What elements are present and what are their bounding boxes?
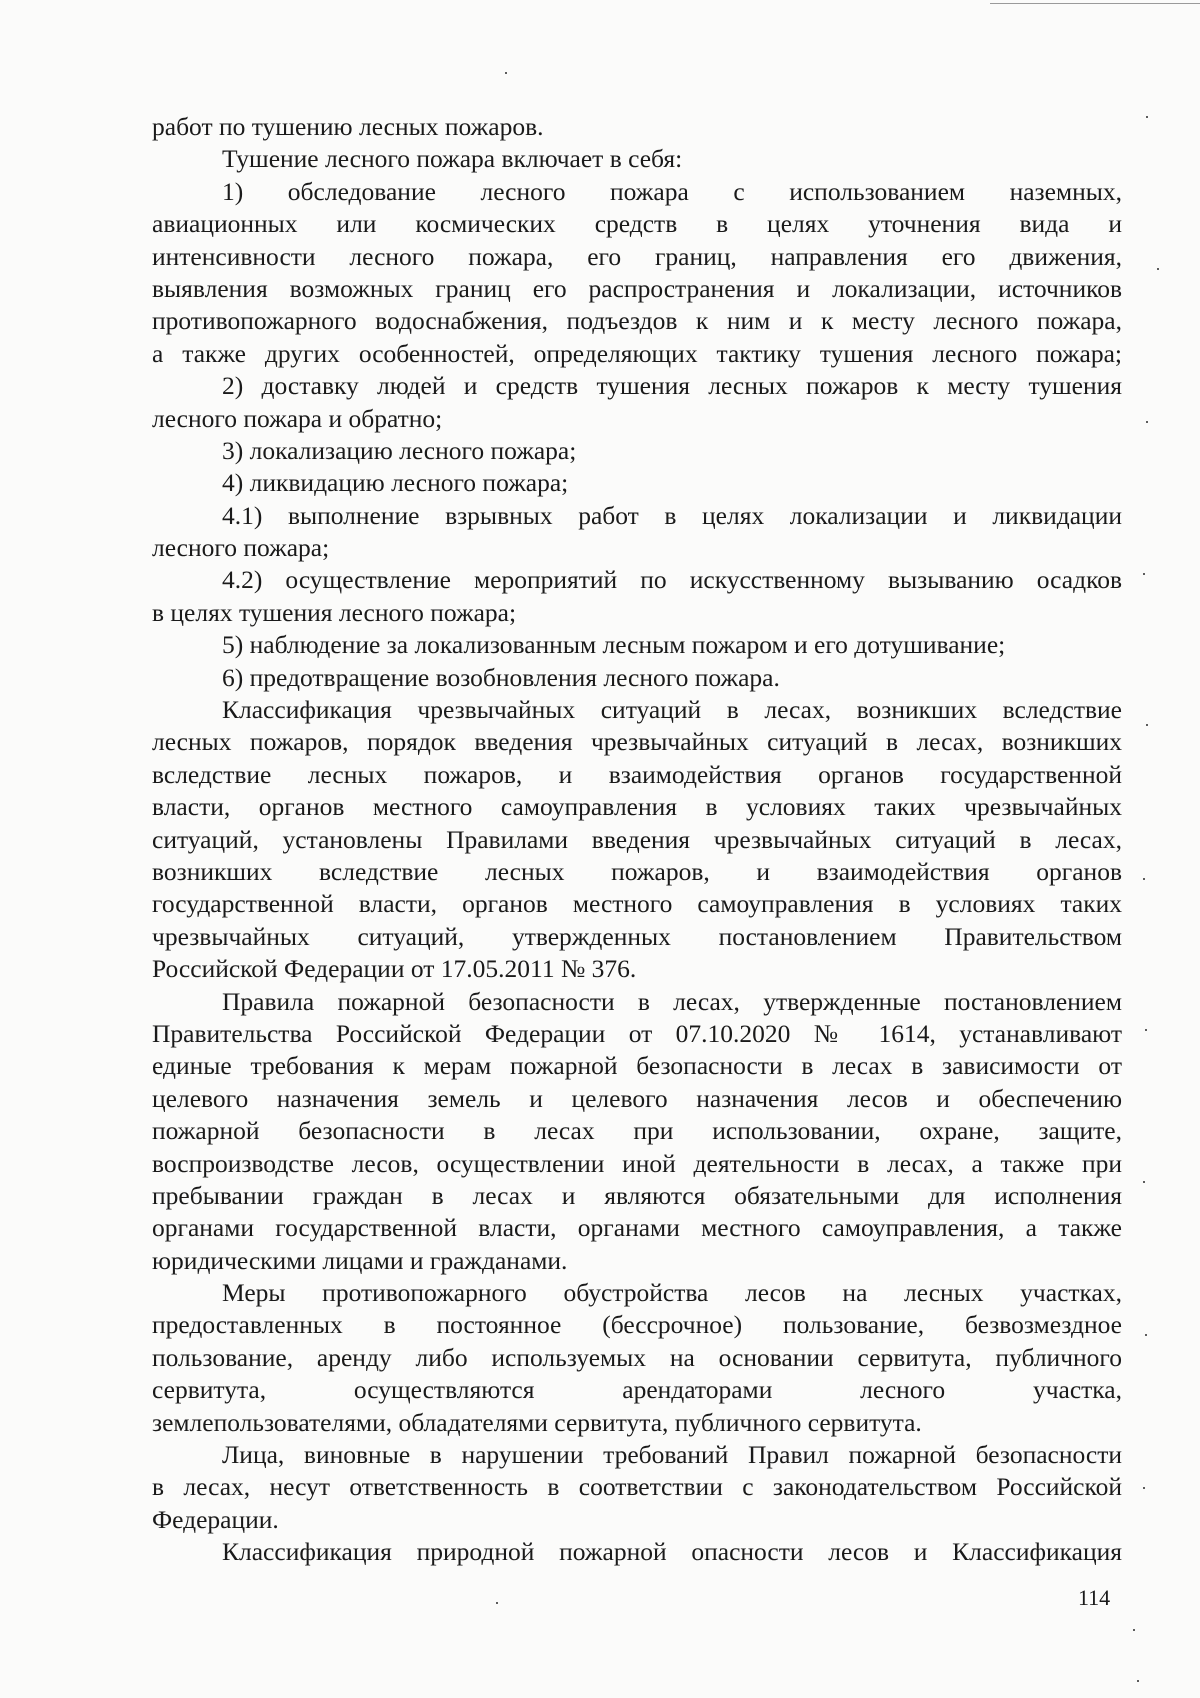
text-line: вследствие лесных пожаров, и взаимодействия органов государственной	[152, 759, 1122, 789]
text-line: целевого назначения земель и целевого назначения лесов и обеспечению	[152, 1083, 1122, 1113]
text-line: Правила пожарной безопасности в лесах, утвержденные постановлением	[222, 986, 1122, 1016]
page-number: 114	[1078, 1585, 1111, 1610]
text-line: органами государственной власти, органами местного самоуправления, а также	[152, 1213, 1122, 1243]
text-line: единые требования к мерам пожарной безопасности в лесах в зависимости от	[152, 1051, 1122, 1081]
text-line: Федерации.	[152, 1504, 279, 1534]
text-line: выявления возможных границ его распространения и локализации, источников	[152, 273, 1122, 303]
text-line: воспроизводстве лесов, осуществлении иной деятельности в лесах, а также при	[152, 1148, 1122, 1178]
text-line: пользование, аренду либо используемых на основании сервитута, публичного	[152, 1342, 1122, 1372]
text-line: землепользователями, обладателями сервитута, публичного сервитута.	[152, 1407, 922, 1437]
text-line: 6) предотвращение возобновления лесного пожара.	[222, 662, 780, 692]
text-line: 4) ликвидацию лесного пожара;	[222, 468, 569, 498]
text-line: интенсивности лесного пожара, его границ, направления его движения,	[152, 241, 1122, 271]
scan-speck	[1143, 1181, 1145, 1183]
scan-speck	[1145, 1029, 1147, 1031]
text-line: а также других особенностей, определяющих тактику тушения лесного пожара;	[152, 338, 1122, 368]
scan-speck	[1143, 878, 1145, 880]
text-line: пребывании граждан в лесах и являются обязательными для исполнения	[152, 1180, 1122, 1210]
text-line: возникших вследствие лесных пожаров, и взаимодействия органов	[152, 856, 1122, 886]
scan-speck	[1143, 573, 1145, 575]
text-line: авиационных или космических средств в целях уточнения вида и	[152, 209, 1122, 239]
text-line: лесного пожара и обратно;	[152, 403, 443, 433]
text-line: Классификация чрезвычайных ситуаций в лесах, возникших вследствие	[222, 695, 1122, 725]
text-line: работ по тушению лесных пожаров.	[152, 112, 544, 141]
text-line: Правительства Российской Федерации от 07.10.2020 № 1614, устанавливают	[152, 1018, 1122, 1048]
scan-speck	[1146, 116, 1148, 118]
scan-speck	[1145, 1334, 1147, 1336]
text-line: 2) доставку людей и средств тушения лесных пожаров к месту тушения	[222, 371, 1122, 401]
text-line: 3) локализацию лесного пожара;	[222, 435, 577, 465]
text-line: ситуаций, установлены Правилами введения чрезвычайных ситуаций в лесах,	[152, 824, 1122, 854]
text-line: 4.1) выполнение взрывных работ в целях локализации и ликвидации	[222, 500, 1122, 530]
text-line: Меры противопожарного обустройства лесов на лесных участках,	[222, 1278, 1122, 1308]
scan-speck	[496, 1602, 498, 1604]
text-line: 1) обследование лесного пожара с использованием наземных,	[222, 176, 1122, 206]
text-line: пожарной безопасности в лесах при использовании, охране, защите,	[152, 1116, 1122, 1146]
text-line: государственной власти, органов местного самоуправления в условиях таких	[152, 889, 1122, 919]
text-line: Лица, виновные в нарушении требований Правил пожарной безопасности	[222, 1440, 1122, 1470]
text-line: Российской Федерации от 17.05.2011 № 376.	[152, 954, 637, 984]
text-line: 5) наблюдение за локализованным лесным пожаром и его дотушивание;	[222, 630, 1006, 660]
scan-speck	[1146, 724, 1148, 726]
scan-speck	[1137, 1680, 1139, 1682]
text-line: в целях тушения лесного пожара;	[152, 597, 517, 627]
scan-speck	[505, 72, 507, 74]
top-edge-rule	[990, 3, 1200, 4]
text-line: противопожарного водоснабжения, подъездов к ним и к месту лесного пожара,	[152, 306, 1122, 336]
text-line: Классификация природной пожарной опасности лесов и Классификация	[222, 1537, 1122, 1567]
text-line: чрезвычайных ситуаций, утвержденных постановлением Правительством	[152, 921, 1122, 951]
scan-speck	[1133, 1629, 1135, 1631]
scan-speck	[1146, 421, 1148, 423]
text-line: Тушение лесного пожара включает в себя:	[222, 144, 683, 174]
scan-speck	[1143, 1487, 1145, 1489]
scan-speck	[1157, 268, 1159, 270]
document-body	[152, 111, 1122, 1569]
text-line: предоставленных в постоянное (бессрочное) пользование, безвозмездное	[152, 1310, 1122, 1340]
text-line: лесного пожара;	[152, 533, 330, 563]
text-line: власти, органов местного самоуправления в условиях таких чрезвычайных	[152, 792, 1122, 822]
text-line: 4.2) осуществление мероприятий по искусственному вызыванию осадков	[222, 565, 1122, 595]
text-line: лесных пожаров, порядок введения чрезвычайных ситуаций в лесах, возникших	[152, 727, 1122, 757]
text-line: сервитута, осуществляются арендаторами лесного участка,	[152, 1375, 1122, 1405]
text-line: в лесах, несут ответственность в соответствии с законодательством Российской	[152, 1472, 1122, 1502]
text-line: юридическими лицами и гражданами.	[152, 1245, 568, 1275]
